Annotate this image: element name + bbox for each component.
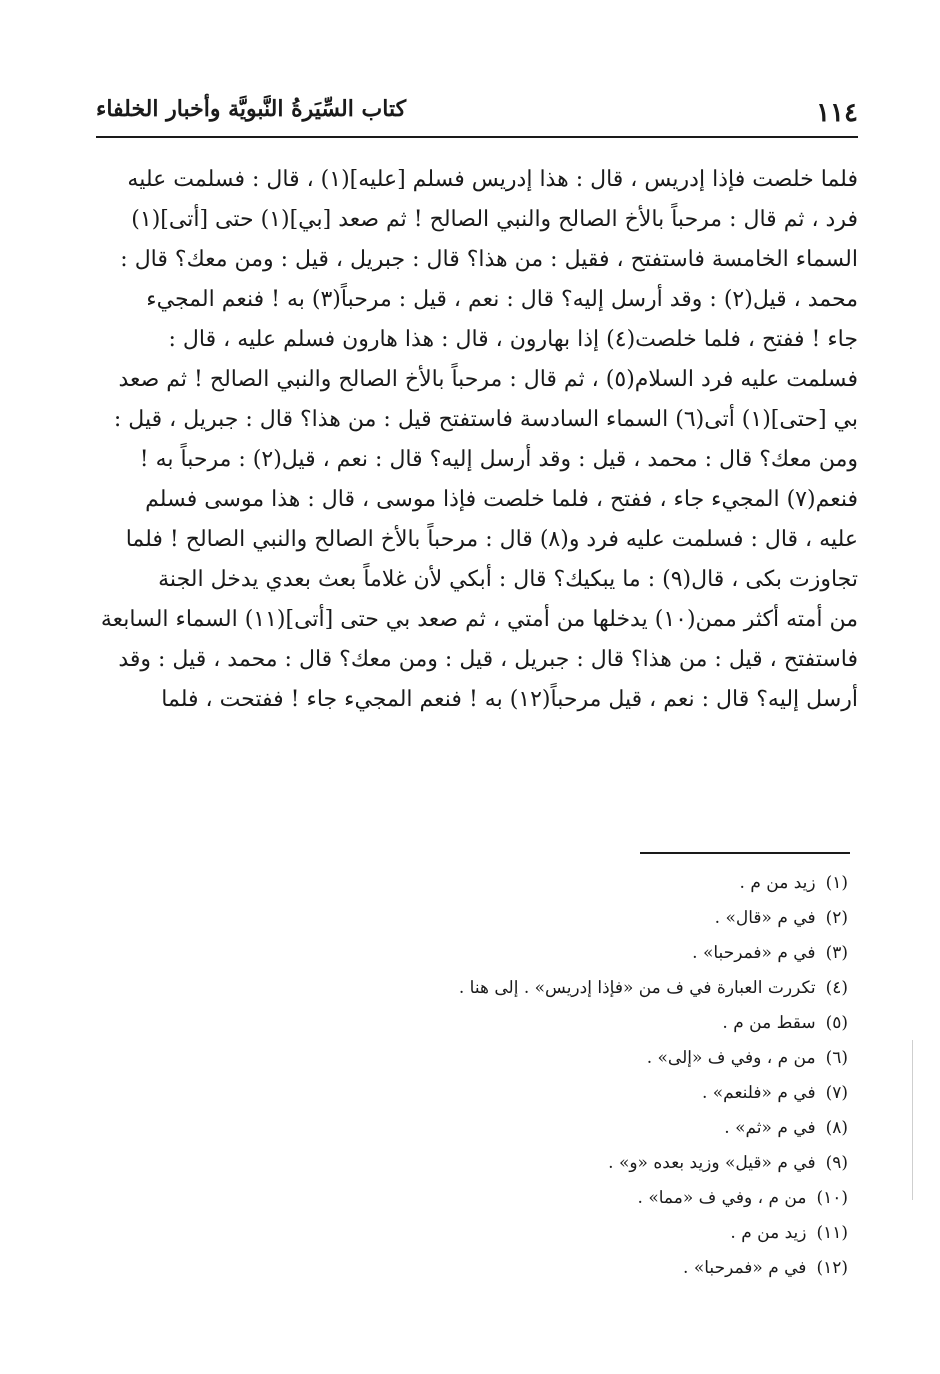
footnote-text: سقط من م .	[722, 1013, 816, 1033]
footnote	[96, 1251, 848, 1286]
page-header	[96, 92, 858, 132]
text-line: تجاوزت بكى ، قال(٩) : ما يبكيك؟ قال : أبكي لأن غلاماً بعث بعدي يدخل الجنة	[158, 567, 858, 592]
footnote-number: (٦)	[825, 1048, 848, 1068]
footnote	[96, 1076, 848, 1111]
footnote-text: من م ، وفي ف «إلى» .	[646, 1048, 816, 1068]
text-line: فسلمت عليه فرد السلام(٥) ، ثم قال : مرحباً بالأخ الصالح والنبي الصالح ! ثم صعد	[118, 367, 858, 392]
scan-edge-line	[912, 1040, 913, 1200]
text-line: فاستفتح ، قيل : من هذا؟ قال : جبريل ، قيل : ومن معك؟ قال : محمد ، قيل : وقد	[118, 647, 858, 672]
footnote-text: في م «ثم» .	[724, 1118, 816, 1138]
header-rule	[96, 136, 858, 138]
footnote	[96, 866, 848, 901]
footnote-number: (٥)	[825, 1013, 848, 1033]
footnote-number: (١٠)	[816, 1188, 848, 1208]
text-line: فنعم(٧) المجيء جاء ، ففتح ، فلما خلصت فإذا موسى ، قال : هذا موسى فسلم	[145, 487, 858, 512]
footnote	[96, 1181, 848, 1216]
footnote-number: (١١)	[816, 1223, 848, 1243]
footnote-number: (٧)	[825, 1083, 848, 1103]
text-line: السماء الخامسة فاستفتح ، فقيل : من هذا؟ قال : جبريل ، قيل : ومن معك؟ قال :	[120, 247, 858, 272]
footnote-number: (٤)	[825, 978, 848, 998]
footnote-number: (٣)	[825, 943, 848, 963]
footnote-number: (٩)	[825, 1153, 848, 1173]
footnote	[96, 901, 848, 936]
footnote-text: زيد من م .	[730, 1223, 807, 1243]
footnote-text: في م «قال» .	[714, 908, 816, 928]
text-line: فلما خلصت فإذا إدريس ، قال : هذا إدريس فسلم [عليه](١) ، قال : فسلمت عليه	[127, 167, 858, 192]
text-line: أرسل إليه؟ قال : نعم ، قيل مرحباً(١٢) به ! فنعم المجيء جاء ! ففتحت ، فلما	[161, 687, 858, 712]
footnote-text: في م «فمرحبا» .	[692, 943, 816, 963]
footnote-text: من م ، وفي ف «مما» .	[637, 1188, 807, 1208]
footnotes-list	[96, 866, 848, 1286]
footnote-number: (٨)	[825, 1118, 848, 1138]
footnote-number: (١٢)	[816, 1258, 848, 1278]
footnote	[96, 1146, 848, 1181]
text-line: عليه ، قال : فسلمت عليه فرد و(٨) قال : مرحباً بالأخ الصالح والنبي الصالح ! فلما	[125, 527, 858, 552]
text-line: من أمته أكثر ممن(١٠) يدخلها من أمتي ، ثم صعد بي حتى [أتى](١١) السماء السابعة	[100, 607, 858, 632]
footnote-text: في م «قيل» وزيد بعده «و» .	[608, 1153, 816, 1173]
text-line: جاء ! ففتح ، فلما خلصت(٤) إذا بهارون ، قال : هذا هارون فسلم عليه ، قال :	[168, 327, 858, 352]
text-line: فرد ، ثم قال : مرحباً بالأخ الصالح والنبي الصالح ! ثم صعد [بي](١) حتى [أتى](١)	[131, 207, 858, 232]
footnote-separator	[640, 852, 850, 854]
page-number: ١١٤	[816, 98, 858, 128]
footnote	[96, 971, 848, 1006]
main-text	[96, 160, 858, 720]
footnote	[96, 936, 848, 971]
footnote	[96, 1041, 848, 1076]
footnote-number: (١)	[825, 873, 848, 893]
footnote-text: في م «فلنعم» .	[701, 1083, 816, 1103]
footnote	[96, 1216, 848, 1251]
footnote-text: في م «فمرحبا» .	[683, 1258, 807, 1278]
running-title: كتاب السِّيَرةُ النَّبويَّة وأخبار الخلفاء	[96, 96, 407, 122]
footnote	[96, 1111, 848, 1146]
footnote-text: زيد من م .	[739, 873, 816, 893]
footnote-number: (٢)	[825, 908, 848, 928]
text-line: بي [حتى](١) أتى(٦) السماء السادسة فاستفتح قيل : من هذا؟ قال : جبريل ، قيل :	[113, 407, 858, 432]
text-line: محمد ، قيل(٢) : وقد أرسل إليه؟ قال : نعم ، قيل : مرحباً(٣) به ! فنعم المجيء	[146, 287, 858, 312]
footnote-text: تكررت العبارة في ف من «فإذا إدريس» . إلى هنا .	[458, 978, 816, 998]
text-line: ومن معك؟ قال : محمد ، قيل : وقد أرسل إليه؟ قال : نعم ، قيل(٢) : مرحباً به !	[139, 447, 858, 472]
footnote	[96, 1006, 848, 1041]
